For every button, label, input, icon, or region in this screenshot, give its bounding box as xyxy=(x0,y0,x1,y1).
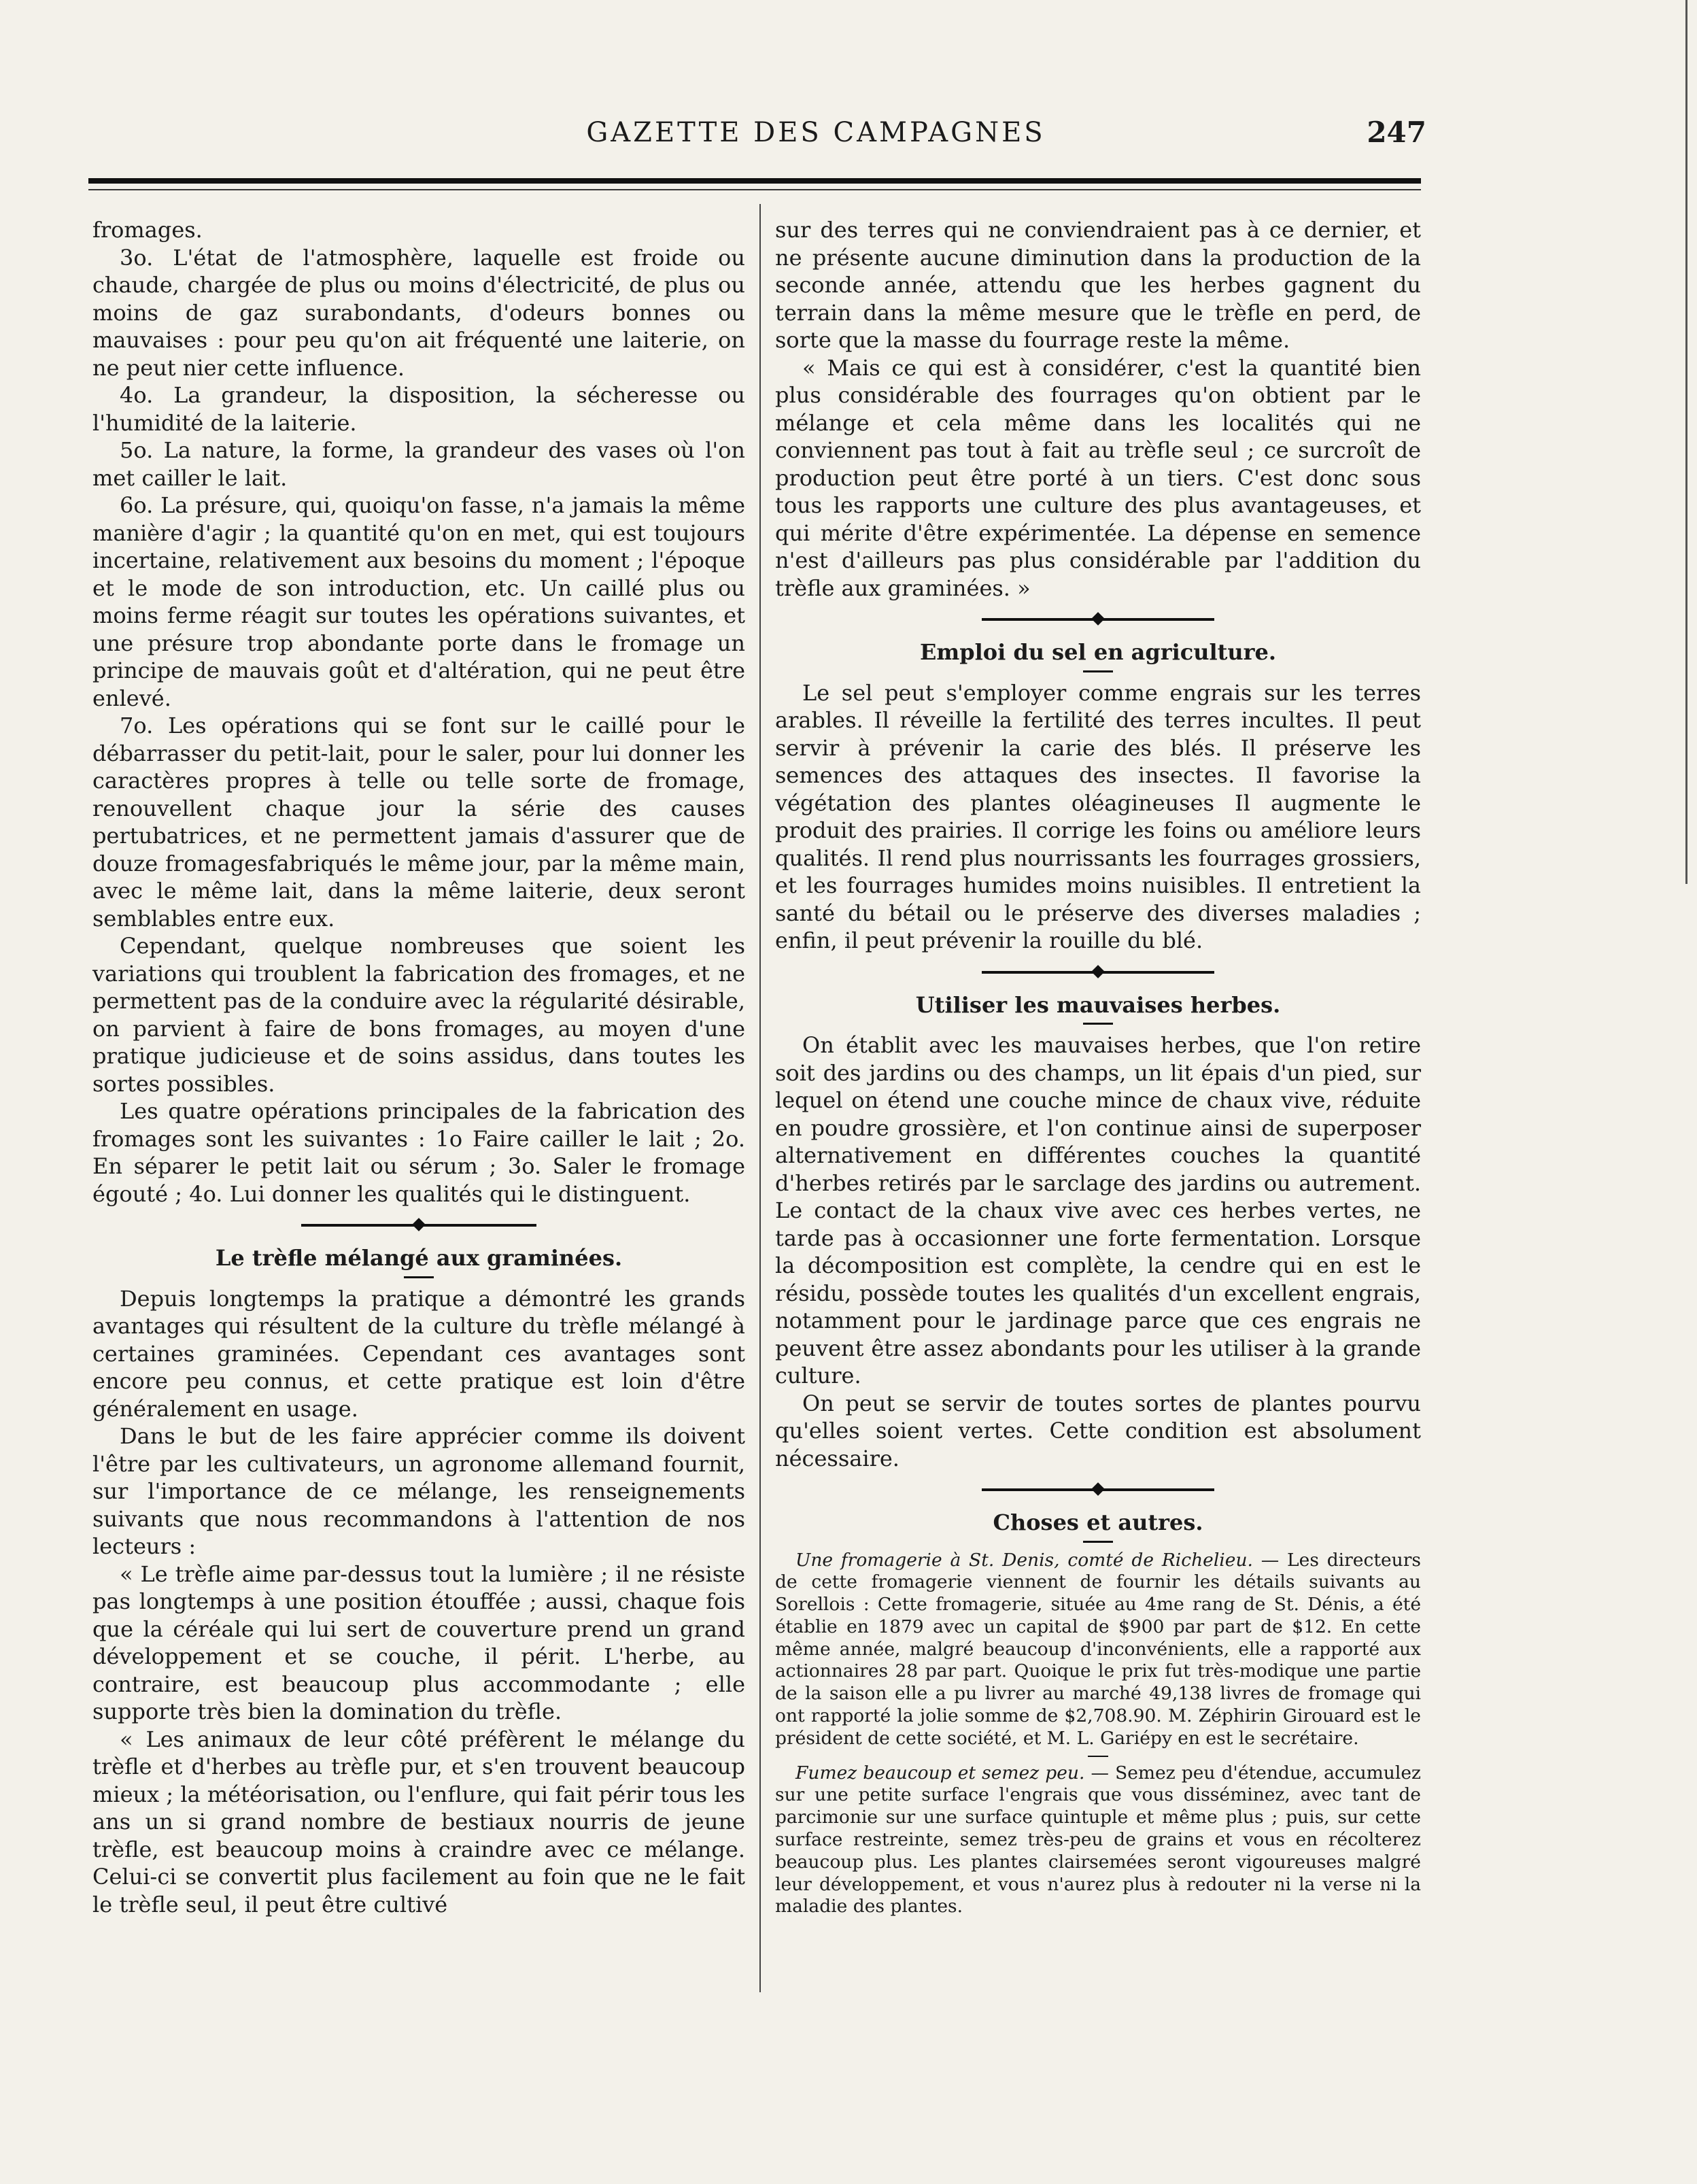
news-item-body: — Les directeurs de cette fromagerie viennent de fournir les détails suivants au Sorellois : Cette fromagerie, située au 4me rang de St. Dénis, a été établie en 1879 avec un capital de $900 par part de $12. En cette même année, malgré beaucoup d'inconvénients, elle a rapporté aux actionnaires 28 par part. Quoique le prix fut très-modique une partie de la saison elle a pu livrer au marché 49,138 livres de fromage qui ont rapporté la jolie somme de $2,708.90. M. Zéphirin Girouard est le président de cette société, et M. L. Gariépy en est le secrétaire. xyxy=(775,1549,1421,1749)
header-rule-thin xyxy=(88,189,1421,190)
paragraph: 5o. La nature, la forme, la grandeur des vases où l'on met cailler le lait. xyxy=(92,437,745,491)
column-divider xyxy=(759,204,761,1992)
paragraph: « Mais ce qui est à considérer, c'est la quantité bien plus considérable des fourrages qu'on obtient par le mélange et cela même dans les localités qui ne conviennent pas tout à fait au trèfle seul ; ce surcroît de production peut être porté à un tiers. C'est donc sous tous les rapports une culture des plus avantageuses, et qui mérite d'être expérimentée. La dépense en semence n'est d'ailleurs pas plus considérable par l'addition du trèfle aux graminées. » xyxy=(775,354,1421,601)
heading-dash xyxy=(1083,1023,1113,1025)
paragraph: 3o. L'état de l'atmosphère, laquelle est froide ou chaude, chargée de plus ou moins d'électricité, de plus ou moins de gaz surabondants, d'odeurs bonnes ou mauvaises : pour peu qu'on ait fréquenté une laiterie, on ne peut nier cette influence. xyxy=(92,244,745,381)
section-heading-choses: Choses et autres. xyxy=(993,1509,1203,1535)
header-rule xyxy=(88,178,1421,184)
section-separator xyxy=(92,1208,745,1244)
paragraph: Dans le but de les faire apprécier comme ils doivent l'être par les cultivateurs, un agronome allemand fournit, sur l'importance de ce mélange, les renseignements suivants que nous recommandons à l'attention de nos lecteurs : xyxy=(92,1423,745,1559)
item-dash xyxy=(1088,1756,1108,1757)
news-item xyxy=(775,1550,1421,1750)
section-heading-sel: Emploi du sel en agriculture. xyxy=(919,639,1277,665)
section-separator xyxy=(775,1472,1421,1509)
news-item-body: — Semez peu d'étendue, accumulez sur une petite surface l'engrais que vous disséminez, avec tant de parcimonie sur une surface quintuple et même plus ; puis, sur cette surface restreinte, semez très-peu de grains et vous en récolterez beaucoup plus. Les plantes clairsemées seront vigoureuses malgré leur développement, et vous n'aurez plus à redouter ni la verse ni la maladie des plantes. xyxy=(775,1762,1421,1917)
right-column xyxy=(775,216,1421,1918)
paragraph: On peut se servir de toutes sortes de plantes pourvu qu'elles soient vertes. Cette condition est absolument nécessaire. xyxy=(775,1390,1421,1471)
section-heading-trefle: Le trèfle mélangé aux graminées. xyxy=(215,1245,623,1271)
news-items xyxy=(775,1550,1421,1919)
page-number: 247 xyxy=(1367,116,1426,149)
paragraph: Le sel peut s'employer comme engrais sur les terres arables. Il réveille la fertilité des terres incultes. Il peut servir à prévenir la carie des blés. Il préserve les semences des attaques des insectes. Il favorise la végétation des plantes oléagineuses Il augmente le produit des prairies. Il corrige les foins ou améliore leurs qualités. Il rend plus nourrissants les fourrages grossiers, et les fourrages humides moins nuisibles. Il entretient la santé du bétail ou le préserve des diverses maladies ; enfin, il peut prévenir la rouille du blé. xyxy=(775,679,1421,953)
paragraph: 4o. La grandeur, la disposition, la sécheresse ou l'humidité de la laiterie. xyxy=(92,382,745,436)
left-column xyxy=(92,216,745,1918)
heading-dash xyxy=(1083,1541,1113,1543)
page-edge xyxy=(1685,0,1687,884)
running-title: GAZETTE DES CAMPAGNES xyxy=(586,117,1046,148)
heading-dash xyxy=(1083,670,1113,672)
paragraph: On établit avec les mauvaises herbes, que l'on retire soit des jardins ou des champs, un lit épais d'un pied, sur lequel on étend une couche mince de chaux vive, réduite en poudre grossière, et l'on continue ainsi de superposer alternativement en différentes couches la quantité d'herbes retirés par le sarclage des jardins ou autrement. Le contact de la chaux vive avec ces herbes vertes, ne tarde pas à occasionner une forte fermentation. Lorsque la décomposition est complète, la cendre qui en est le résidu, possède toutes les qualités d'un excellent engrais, notamment pour le jardinage parce que ces engrais ne peuvent être assez abondants pour les utiliser à la grande culture. xyxy=(775,1032,1421,1388)
paragraph: 7o. Les opérations qui se font sur le caillé pour le débarrasser du petit-lait, pour le saler, pour lui donner les caractères propres à telle ou telle sorte de fromage, renouvellent chaque jour la série des causes pertubatrices, et ne permettent jamais d'assurer que de douze fromagesfabriqués le même jour, par la même main, avec le même lait, dans la même laiterie, deux seront semblables entre eux. xyxy=(92,713,745,932)
section-separator xyxy=(775,602,1421,638)
paragraph: « Les animaux de leur côté préfèrent le mélange du trèfle et d'herbes au trèfle pur, et s'en trouvent beaucoup mieux ; la météorisation, ou l'enflure, qui fait périr tous les ans un si grand nombre de bestiaux nourris de jeune trèfle, est beaucoup moins à craindre avec ce mélange. Celui-ci se convertit plus facilement au foin que ne le fait le trèfle seul, il peut être cultivé xyxy=(92,1726,745,1917)
paragraph: « Le trèfle aime par-dessus tout la lumière ; il ne résiste pas longtemps à une position étouffée ; aussi, chaque fois que la céréale qui lui sert de couverture prend un grand développement et se couche, il périt. L'herbe, au contraire, est beaucoup plus accommodante ; elle supporte très bien la domination du trèfle. xyxy=(92,1560,745,1724)
news-item xyxy=(775,1762,1421,1919)
paragraph: Cependant, quelque nombreuses que soient les variations qui troublent la fabrication des fromages, et ne permettent pas de la conduire avec la régularité désirable, on parvient à faire de bons fromages, au moyen d'une pratique judicieuse et de soins assidus, dans toutes les sortes possibles. xyxy=(92,933,745,1097)
paragraph: Depuis longtemps la pratique a démontré les grands avantages qui résultent de la culture du trèfle mélangé à certaines graminées. Cependant ces avantages sont encore peu connus, et cette pratique est loin d'être généralement en usage. xyxy=(92,1285,745,1422)
heading-dash xyxy=(404,1276,434,1278)
paragraph: 6o. La présure, qui, quoiqu'on fasse, n'a jamais la même manière d'agir ; la quantité qu'on en met, qui est toujours incertaine, relativement aux besoins du moment ; l'époque et le mode de son introduction, etc. Un caillé plus ou moins ferme réagit sur toutes les opérations suivantes, et une présure trop abondante porte dans le fromage un principe de mauvais goût et d'altération, qui ne peut être enlevé. xyxy=(92,492,745,711)
paragraph: Les quatre opérations principales de la fabrication des fromages sont les suivantes : 1o Faire cailler le lait ; 2o. En séparer le petit lait ou sérum ; 3o. Saler le fromage égouté ; 4o. Lui donner les qualités qui le distinguent. xyxy=(92,1098,745,1207)
news-item-title: Fumez beaucoup et semez peu. xyxy=(795,1762,1085,1784)
section-heading-herbes: Utiliser les mauvaises herbes. xyxy=(915,991,1281,1018)
section-separator xyxy=(775,955,1421,991)
paragraph: sur des terres qui ne conviendraient pas à ce dernier, et ne présente aucune diminution dans la production de la seconde année, attendu que les herbes gagnent du terrain dans la même mesure que le trèfle en perd, de sorte que la masse du fourrage reste la même. xyxy=(775,217,1421,353)
news-item-title: Une fromagerie à St. Denis, comté de Richelieu. xyxy=(795,1549,1253,1571)
paragraph: fromages. xyxy=(92,217,203,243)
